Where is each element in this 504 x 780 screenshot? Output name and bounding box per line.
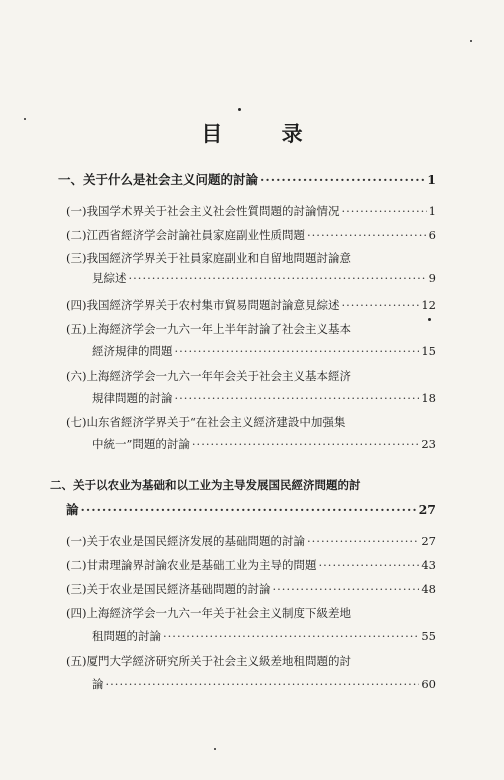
toc-item-label: (四)我国經济学界关于农村集市貿易問題討論意見綜述	[66, 298, 340, 312]
leader-dots	[175, 391, 420, 405]
page-number: 1	[427, 172, 436, 187]
leader-dots	[175, 344, 420, 358]
toc-item	[66, 203, 436, 219]
leader-dots	[318, 558, 419, 572]
scan-speck	[214, 748, 216, 750]
toc-item-label-continued: 中統一”問題的討論	[92, 437, 190, 451]
toc-item-label: (三)关于农业是国民經济基础問題的討論	[66, 582, 271, 596]
leader-dots	[307, 228, 427, 242]
toc-item-label: (一)关于农业是国民經济发展的基础問題的討論	[66, 534, 305, 548]
toc-item-label-continued: 經济規律的問題	[92, 344, 173, 358]
page-number: 43	[421, 558, 436, 572]
toc-item-label: (二)甘肃理論界討論农业是基础工业为主导的問題	[66, 558, 317, 572]
scan-speck	[238, 108, 241, 111]
page-number: 27	[418, 502, 436, 517]
scan-speck	[428, 318, 431, 321]
section-heading-label: 一、关于什么是社会主义问题的討論	[58, 172, 259, 187]
page-number: 1	[428, 204, 436, 218]
toc-item	[92, 390, 436, 406]
section-heading	[58, 170, 436, 188]
toc-item	[92, 628, 436, 644]
leader-dots	[341, 298, 419, 312]
page-number: 12	[421, 298, 436, 312]
page-number: 9	[428, 271, 436, 285]
toc-item-label: (五)上海經济学会一九六一年上半年討論了社会主义基本	[66, 322, 351, 336]
page-number: 23	[421, 437, 436, 451]
leader-dots	[192, 437, 419, 451]
page-number: 15	[421, 344, 436, 358]
leader-dots	[129, 271, 427, 285]
toc-item	[66, 297, 436, 313]
leader-dots	[260, 172, 425, 187]
section-heading-label-continued: 論	[66, 502, 79, 517]
toc-item	[92, 436, 436, 452]
toc-item-label: (七)山东省經济学界关于“在社会主义經济建設中加强集	[66, 415, 346, 429]
toc-item	[92, 676, 436, 692]
toc-item	[66, 581, 436, 597]
page-number: 6	[428, 228, 436, 242]
section-heading-label: 二、关于以农业为基础和以工业为主导发展国民經济問題的討	[50, 478, 361, 492]
leader-dots	[341, 204, 426, 218]
toc-item	[66, 227, 436, 243]
page-number: 55	[421, 629, 436, 643]
page-number: 18	[421, 391, 436, 405]
leader-dots	[106, 677, 420, 691]
section-heading	[66, 500, 436, 518]
toc-item-label-continued: 論	[92, 677, 104, 691]
leader-dots	[163, 629, 419, 643]
toc-item-label-continued: 租問題的討論	[92, 629, 161, 643]
toc-item-label: (三)我国經济学界关于社員家庭副业和自留地問題討論意	[66, 251, 351, 265]
toc-item-label: (六)上海經济学会一九六一年年会关于社会主义基本經济	[66, 369, 351, 383]
scan-speck	[470, 40, 472, 42]
leader-dots	[272, 582, 419, 596]
toc-item-label: (二)江西省經济学会討論社員家庭副业性质問題	[66, 228, 305, 242]
page-title: 目 录	[201, 121, 329, 146]
leader-dots	[307, 534, 419, 548]
toc-item-label: (四)上海經济学会一九六一年关于社会主义制度下級差地	[66, 606, 351, 620]
toc-item-label-continued: 規律問題的討論	[92, 391, 173, 405]
page-number: 27	[421, 534, 436, 548]
toc-item-label: (一)我国学术界关于社会主义社会性質問題的討論情况	[66, 204, 340, 218]
toc-item	[66, 533, 436, 549]
toc-item	[66, 557, 436, 573]
toc-item	[92, 270, 436, 286]
page-number: 48	[421, 582, 436, 596]
toc-item	[92, 343, 436, 359]
leader-dots	[81, 502, 417, 517]
toc-item-label-continued: 見綜述	[92, 271, 127, 285]
scan-speck	[24, 118, 26, 120]
page-number: 60	[421, 677, 436, 691]
toc-item-label: (五)厦門大学經济研究所关于社会主义級差地租問題的討	[66, 654, 351, 668]
